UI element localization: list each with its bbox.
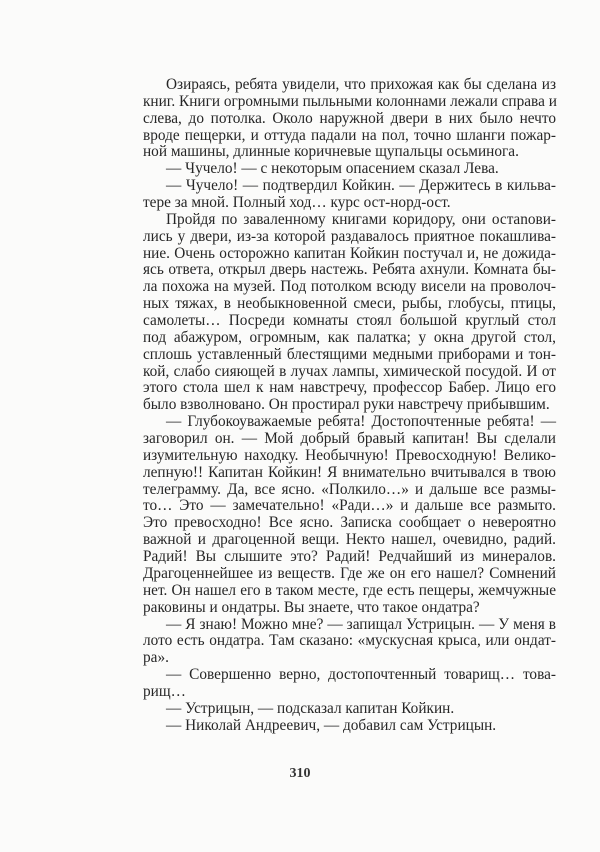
text-line: ла похожа на музей. Под потолком всюду висели на проволоч- (143, 278, 556, 296)
text-line: лись у двери, из-за которой раздавалось приятное покашлива- (143, 227, 556, 245)
text-line: книг. Книги огромными пыльными колоннами лежали справа и (143, 92, 557, 110)
text-line: под абажуром, огромным, как палатка; у окна другой стол, (143, 328, 556, 346)
text-line: ние. Очень осторожно капитан Койкин постучал и, не дожида- (143, 244, 556, 262)
text-line: этого стола шел к нам навстречу, профессор Бабер. Лицо его (143, 379, 556, 397)
text-line: — Николай Андреевич, — добавил сам Устрицын. (166, 716, 497, 734)
text-line: заговорил он. — Мой добрый бравый капитан! Вы сделали (143, 430, 556, 448)
paragraph (143, 212, 556, 414)
text-line: ных тяжах, в необыкновенной смеси, рыбы, глобусы, птицы, (143, 295, 556, 313)
text-line: — Устрицын, — подсказал капитан Койкин. (166, 699, 455, 717)
text-line: изумительную находку. Необычную! Превосходную! Велико- (143, 446, 556, 464)
text-line: нет. Он нашел его в таком месте, где есть пещеры, жемчужные (143, 581, 556, 599)
text-line: — Я знаю! Можно мне? — запищал Устрицын. — У меня в (166, 615, 556, 633)
text-line: ясь ответа, открыл дверь настежь. Ребята ахнули. Комната бы- (143, 261, 556, 279)
text-line: тере за мной. Полный ход… курс ост-норд-ост. (143, 194, 451, 212)
text-line: — Чучело! — подтвердил Койкин. — Держитесь в кильва- (166, 177, 556, 195)
text-line: Драгоценнейшее из веществ. Где же он его нашел? Сомнений (143, 564, 556, 582)
paragraph (143, 617, 556, 668)
paragraph (143, 667, 556, 701)
text-line: — Чучело! — с некоторым опасением сказал Лева. (166, 160, 499, 178)
text-line: раковины и ондатры. Вы знаете, что такое ондатра? (143, 598, 480, 616)
paragraph (143, 77, 556, 161)
text-line: — Совершенно верно, достопочтенный товарищ… това- (166, 666, 556, 684)
text-line: Пройдя по заваленному книгами коридору, они остanови- (166, 210, 556, 228)
paragraph (143, 718, 556, 735)
text-line: телеграмму. Да, все ясно. «Полкило…» и дальше все размы- (143, 480, 556, 498)
text-line: рищ… (143, 682, 186, 700)
text-line: кой, слабо сияющей в лучах лампы, химической посудой. И от (143, 362, 556, 380)
text-line: — Глубокоуважаемые ребята! Достопочтенные ребята! — (166, 413, 556, 431)
text-line: Радий! Вы слышите это? Радий! Редчайший из минералов. (143, 548, 556, 566)
text-line: Это превосходно! Все ясно. Записка сообщает о невероятно (143, 514, 556, 532)
text-line: ной машины, длинные коричневые щупальцы осьминога. (143, 143, 519, 161)
text-line: лепную!! Капитан Койкин! Я внимательно вчитывался в твою (143, 463, 556, 481)
paragraph (143, 414, 556, 616)
text-line: лото есть ондатра. Там сказано: «мускусная крыса, или ондат- (143, 632, 556, 650)
text-line: ра». (143, 649, 169, 667)
text-line: было взволновано. Он простирал руки навстречу прибывшим. (143, 396, 550, 414)
text-line: слева, до потолка. Около наружной двери в них было нечто (143, 109, 556, 127)
text-line: важной и драгоценной вещи. Некто нашел, очевидно, радий. (143, 531, 556, 549)
text-line: то… Это — замечательно! «Ради…» и дальше все размыто. (143, 497, 556, 515)
page-number: 310 (289, 766, 311, 781)
page-body-text (143, 77, 556, 735)
text-line: самолеты… Посреди комнаты стоял большой круглый стол (143, 312, 556, 330)
text-line: вроде пещерки, и оттуда падали на пол, точно шланги пожар- (143, 126, 556, 144)
paragraph (143, 701, 556, 718)
paragraph (143, 161, 556, 178)
text-line: Озираясь, ребята увидели, что прихожая как бы сделана из (166, 76, 556, 93)
text-line: сплошь уставленный блестящими медными приборами и тон- (143, 345, 556, 363)
paragraph (143, 178, 556, 212)
